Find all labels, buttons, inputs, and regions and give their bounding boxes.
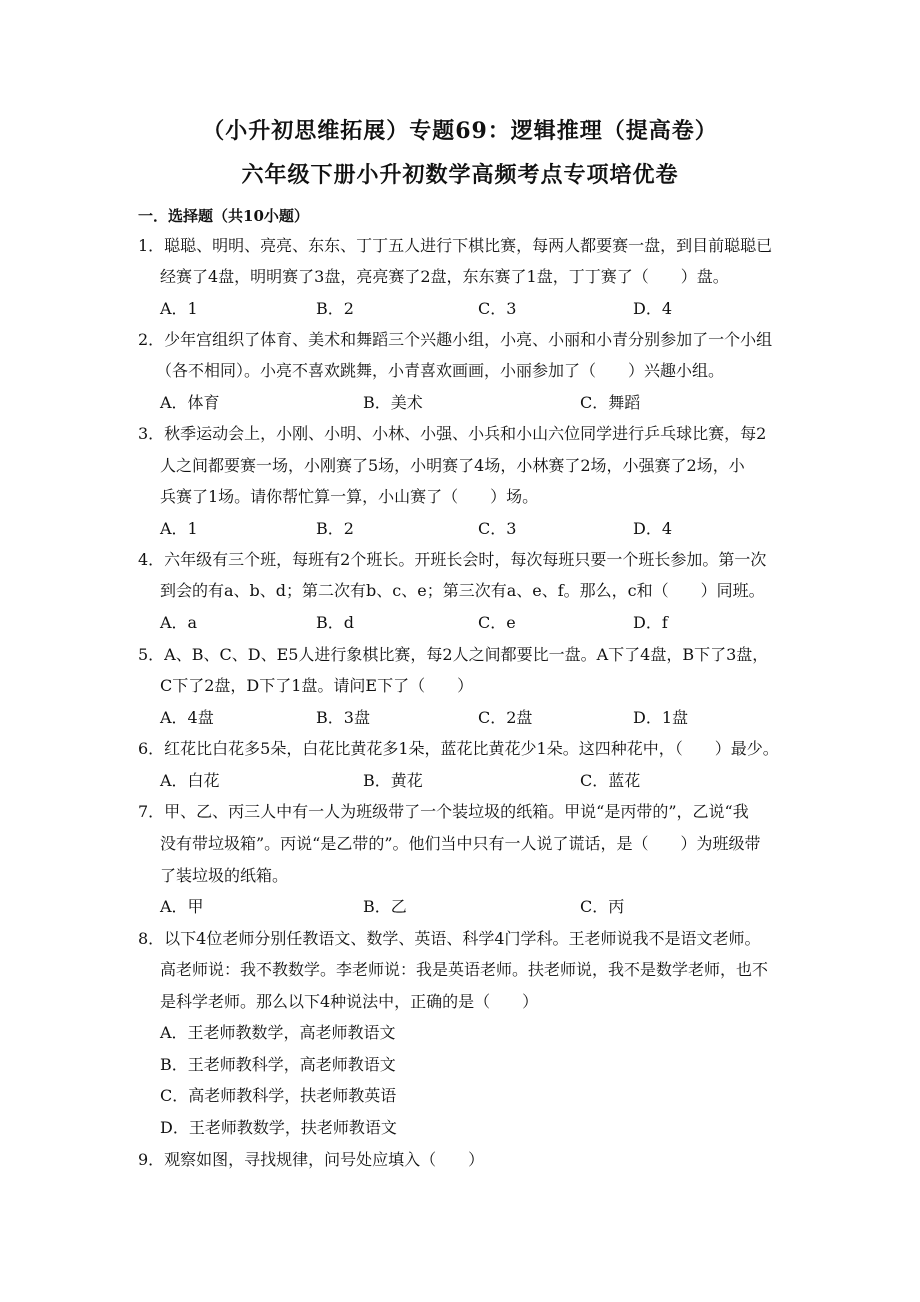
question-2-line-1: 2．少年宫组织了体育、美术和舞蹈三个兴趣小组，小亮、小丽和小青分别参加了一个小组 [138, 330, 773, 349]
question-3-option-a[interactable]: A．1 [160, 519, 198, 538]
question-4-line-1: 4．六年级有三个班，每班有2个班长。开班长会时，每次每班只要一个班长参加。第一次 [138, 550, 767, 569]
question-1-line-1: 1．聪聪、明明、亮亮、东东、丁丁五人进行下棋比赛，每两人都要赛一盘，到目前聪聪已 [138, 236, 773, 255]
question-4-option-a[interactable]: A．a [160, 613, 198, 632]
question-9-line-1: 9．观察如图，寻找规律，问号处应填入（ ） [138, 1150, 485, 1169]
question-5-option-d[interactable]: D．1盘 [633, 708, 689, 727]
question-8-option-d[interactable]: D．王老师教数学，扶老师教语文 [160, 1118, 397, 1137]
question-6-line-1: 6．红花比白花多5朵，白花比黄花多1朵，蓝花比黄花少1朵。这四种花中，（ ）最少。 [138, 739, 779, 758]
question-5-line-1: 5．A、B、C、D、E5人进行象棋比赛，每2人之间都要比一盘。A下了4盘，B下了3盘， [138, 645, 769, 664]
question-3-line-3: 兵赛了1场。请你帮忙算一算，小山赛了（ ）场。 [160, 487, 539, 506]
question-3-option-b[interactable]: B．2 [316, 519, 354, 538]
question-2-line-2: （各不相同）。小亮不喜欢跳舞，小青喜欢画画，小丽参加了（ ）兴趣小组。 [156, 361, 725, 380]
question-4-option-c[interactable]: C．e [478, 613, 516, 632]
question-7-line-2: 没有带垃圾箱”。丙说“是乙带的”。他们当中只有一人说了谎话，是（ ）为班级带 [160, 834, 761, 853]
question-2-option-b[interactable]: B．美术 [363, 393, 423, 412]
question-4-option-d[interactable]: D．f [633, 613, 668, 632]
question-6-option-a[interactable]: A．白花 [160, 771, 220, 790]
question-1-option-b[interactable]: B．2 [316, 299, 354, 318]
question-7-option-a[interactable]: A．甲 [160, 897, 204, 916]
question-8-line-1: 8．以下4位老师分别任教语文、数学、英语、科学4门学科。王老师说我不是语文老师。 [138, 929, 761, 948]
question-2-option-a[interactable]: A．体育 [160, 393, 220, 412]
question-8-option-c[interactable]: C．高老师教科学，扶老师教英语 [160, 1086, 397, 1105]
question-8-line-2: 高老师说：我不教数学。李老师说：我是英语老师。扶老师说，我不是数学老师，也不 [160, 960, 769, 979]
question-3-line-1: 3．秋季运动会上，小刚、小明、小林、小强、小兵和小山六位同学进行乒乓球比赛，每2 [138, 424, 767, 443]
question-6-option-c[interactable]: C．蓝花 [580, 771, 641, 790]
question-5-line-2: C下了2盘，D下了1盘。请问E下了（ ） [160, 676, 474, 695]
question-4-option-b[interactable]: B．d [316, 613, 355, 632]
question-7-line-3: 了装垃圾的纸箱。 [160, 866, 289, 885]
question-6-option-b[interactable]: B．黄花 [363, 771, 423, 790]
question-5-option-b[interactable]: B．3盘 [316, 708, 370, 727]
section-heading: 一．选择题（共10小题） [138, 207, 309, 225]
question-1-option-d[interactable]: D．4 [633, 299, 673, 318]
question-7-option-c[interactable]: C．丙 [580, 897, 625, 916]
question-1-line-2: 经赛了4盘，明明赛了3盘，亮亮赛了2盘，东东赛了1盘，丁丁赛了（ ）盘。 [160, 267, 729, 286]
question-4-line-2: 到会的有a、b、d；第二次有b、c、e；第三次有a、e、f。那么，c和（ ）同班。 [160, 581, 765, 600]
page-subtitle: 六年级下册小升初数学高频考点专项培优卷 [241, 162, 679, 188]
question-8-option-a[interactable]: A．王老师教数学，高老师教语文 [160, 1023, 396, 1042]
page-title: （小升初思维拓展）专题69：逻辑推理（提高卷） [202, 118, 718, 144]
question-1-option-c[interactable]: C．3 [478, 299, 517, 318]
question-2-option-c[interactable]: C．舞蹈 [580, 393, 641, 412]
question-5-option-c[interactable]: C．2盘 [478, 708, 533, 727]
question-8-option-b[interactable]: B．王老师教科学，高老师教语文 [160, 1055, 396, 1074]
question-1-option-a[interactable]: A．1 [160, 299, 198, 318]
question-3-line-2: 人之间都要赛一场，小刚赛了5场，小明赛了4场，小林赛了2场，小强赛了2场，小 [160, 456, 745, 475]
question-3-option-c[interactable]: C．3 [478, 519, 517, 538]
question-7-line-1: 7．甲、乙、丙三人中有一人为班级带了一个装垃圾的纸箱。甲说“是丙带的”，乙说“我 [138, 802, 749, 821]
question-5-option-a[interactable]: A．4盘 [160, 708, 214, 727]
question-3-option-d[interactable]: D．4 [633, 519, 673, 538]
question-7-option-b[interactable]: B．乙 [363, 897, 407, 916]
question-8-line-3: 是科学老师。那么以下4种说法中，正确的是（ ） [160, 992, 539, 1011]
